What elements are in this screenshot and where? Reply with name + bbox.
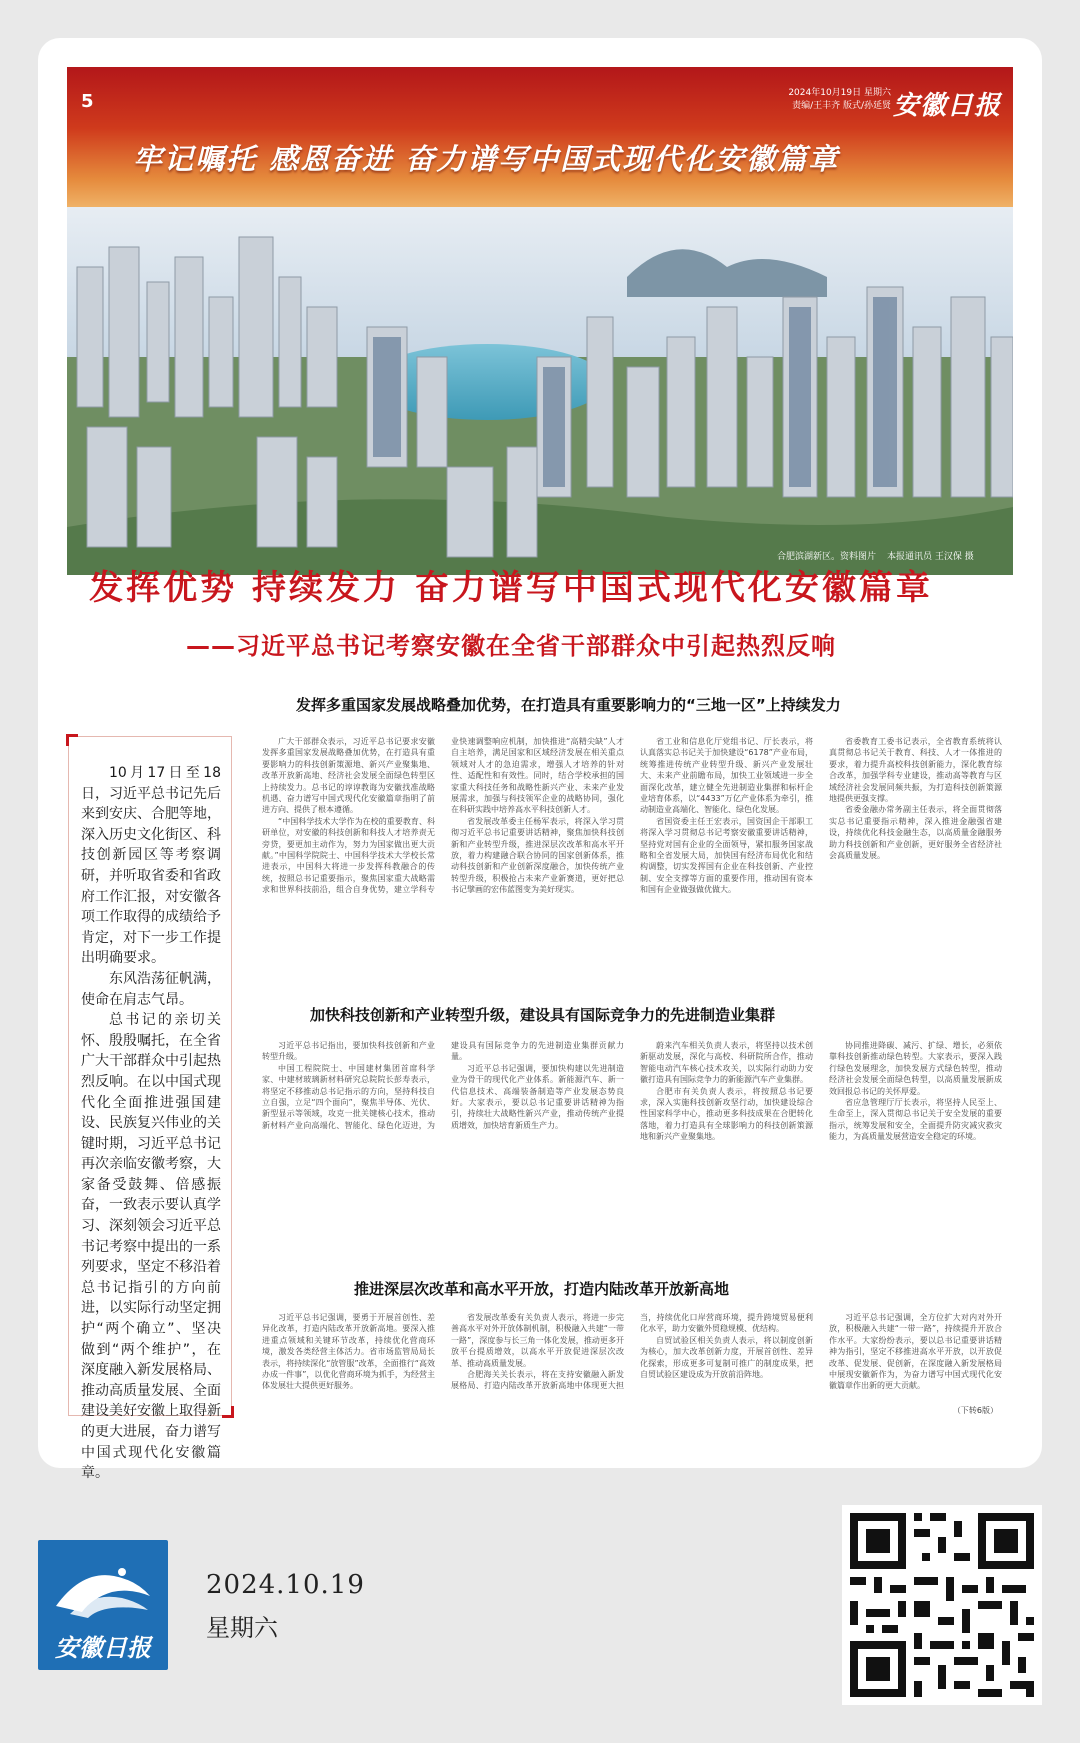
anhui-daily-logo[interactable] [38, 1540, 168, 1670]
body-paragraph: 省发展改革委有关负责人表示，将进一步完善高水平对外开放体制机制，积极融入共建“一带一路”，深度参与长三角一体化发展，推动更多开放平台提质增效，以高水平开放促进深层次改革、推动高质量发展。 [451, 1313, 624, 1368]
corner-ornament [222, 1406, 234, 1418]
body-paragraph: 省委金融办常务副主任表示，将全面贯彻落实总书记重要指示精神，深入推进金融强省建设，持续优化科技金融生态，以高质量金融服务助力科技创新和产业创新，更好服务全省经济社会高质量发展。 [829, 805, 1002, 861]
logo-name: 安徽日报 [55, 1633, 151, 1662]
body-paragraph: 省应急管理厅厅长表示，将坚持人民至上、生命至上，深入贯彻总书记关于安全发展的重要指示，统筹发展和安全，全面提升防灾减灾救灾能力，为高质量发展营造安全稳定的环境。 [829, 1098, 1002, 1142]
header-banner: 牢记嘱托 感恩奋进 奋力谱写中国式现代化安徽篇章 [133, 142, 840, 176]
body-paragraph: 习近平总书记强调，要加快构建以先进制造业为骨干的现代化产业体系。新能源汽车、新一代信息技术、高端装备制造等产业发展态势良好。大家表示，要以总书记重要讲话精神为指引，持续壮大战略性新兴产业，推动传统产业提质增效，加快培育新质生产力。 [451, 1063, 624, 1130]
page-number: 5 [81, 91, 94, 112]
body-paragraph: 习近平总书记强调，全方位扩大对内对外开放，积极融入共建“一带一路”，持续提升开放合作水平。大家纷纷表示，要以总书记重要讲话精神为指引，坚定不移推进高水平开放，以开放促改革、促发展、促创新，在深度融入新发展格局中展现安徽新作为，为奋力谱写中国式现代化安徽篇章作出新的更大贡献。 [829, 1313, 1002, 1391]
sidebar-paragraph: 东风浩荡征帆满，使命在肩志气昂。 [81, 970, 221, 1008]
body-paragraph: 省委教育工委书记表示，全省教育系统将认真贯彻总书记关于教育、科技、人才一体推进的要求，着力提升高校科技创新能力，深化教育综合改革，加强学科专业建设，推动高等教育与区域经济社会发展同频共振，为打造科技创新策源地提供更强支撑。 [829, 737, 1002, 804]
masthead-logo: 安徽日报 [892, 91, 1001, 121]
sidebar-paragraph: 10月17日至18日，习近平总书记先后来到安庆、合肥等地，深入历史文化街区、科技创新园区等考察调研，并听取省委和省政府工作汇报，对安徽各项工作取得的成绩给予肯定，对下一步工作提出明确要求。 [81, 765, 221, 967]
body-paragraph: 合肥海关关长表示，将在支持安徽融入新发展格局、打造内陆改革开放新高地中体现更大担当，持续优化口岸营商环境，提升跨境贸易便利化水平，助力安徽外贸稳规模、优结构。 [451, 1313, 813, 1391]
body-paragraph: 自贸试验区相关负责人表示，将以制度创新为核心，加大改革创新力度，开展首创性、差异化探索，形成更多可复制可推广的制度成果，把自贸试验区建设成为开放前沿阵地。 [640, 1335, 813, 1380]
body-paragraph: 广大干部群众表示，习近平总书记要求安徽发挥多重国家发展战略叠加优势，在打造具有重要影响力的科技创新策源地、新兴产业聚集地、改革开放新高地、经济社会发展全面绿色转型区上持续发力。总书记的谆谆教诲为安徽找准战略机遇、奋力谱写中国式现代化安徽篇章指明了前进方向、提供了根本遵循。 [262, 737, 435, 815]
photo-caption: 合肥滨湖新区。资料图片 [777, 552, 877, 562]
body-paragraph: 习近平总书记指出，要加快科技创新和产业转型升级。 [262, 1041, 435, 1062]
body-paragraph: 蔚来汽车相关负责人表示，将坚持以技术创新驱动发展，深化与高校、科研院所合作，推动智能电动汽车核心技术攻关，以实际行动助力安徽打造具有国际竞争力的新能源汽车产业集群。 [640, 1041, 813, 1085]
body-paragraph: 省国资委主任王宏表示，国资国企干部职工将深入学习贯彻总书记考察安徽重要讲话精神，坚持党对国有企业的全面领导，紧扣服务国家战略和全省发展大局，加快国有经济布局优化和结构调整，切实发挥国有企业在科技创新、产业控制、安全支撑等方面的重要作用，推动国有资本和国有企业做强做优做大。 [640, 816, 813, 895]
body-block-3 [262, 1312, 1002, 1400]
article-subtitle: ——习近平总书记考察安徽在全省干部群众中引起热烈反响 [186, 632, 836, 660]
intro-sidebar [68, 736, 232, 1482]
body-paragraph: 合肥市有关负责人表示，将按照总书记要求，深入实施科技创新攻坚行动，加快建设综合性国家科学中心，推动更多科技成果在合肥转化落地，着力打造具有全球影响力的科技创新策源地和新兴产业聚集地。 [640, 1086, 813, 1142]
page-header [67, 67, 1013, 575]
body-paragraph: 协同推进降碳、减污、扩绿、增长，必须依靠科技创新推动绿色转型。大家表示，要深入践行绿色发展理念，加快发展方式绿色转型，推动经济社会发展全面绿色转型，以高质量发展新成效回报总书记的关怀厚爱。 [829, 1041, 1002, 1096]
issue-date: 2024.10.19 [206, 1570, 365, 1600]
continued-note: （下转6版） [952, 1406, 998, 1415]
sidebar-paragraph: 总书记的亲切关怀、殷殷嘱托，在全省广大干部群众中引起热烈反响。在以中国式现代化全面推进强国建设、民族复兴伟业的关键时期，习近平总书记再次亲临安徽考察，大家备受鼓舞、倍感振奋，一致表示要认真学习、深刻领会习近平总书记考察中提出的一系列要求，坚定不移沿着总书记指引的方向前进，以实际行动坚定拥护“两个确立”、坚决做到“两个维护”，在深度融入新发展格局、推动高质量发展、全面建设美好安徽上取得新的更大进展，奋力谱写中国式现代化安徽篇章。 [81, 1012, 221, 1482]
body-paragraph: 省工业和信息化厅党组书记、厅长表示，将认真落实总书记关于加快建设“6178”产业布局，统筹推进传统产业转型升级、新兴产业发展壮大、未来产业前瞻布局，加快工业领域进一步全面深化改革，建立健全先进制造业集群和标杆企业培育体系，以“4433”万亿产业体系为牵引，推动制造业高端化、智能化、绿色化发展。 [640, 737, 813, 815]
edition-meta [788, 87, 891, 113]
section-heading-1: 发挥多重国家发展战略叠加优势，在打造具有重要影响力的“三地一区”上持续发力 [296, 696, 841, 714]
section-heading-2: 加快科技创新和产业转型升级，建设具有国际竞争力的先进制造业集群 [310, 1006, 776, 1024]
body-block-2 [262, 1040, 1002, 1250]
body-block-1 [262, 736, 1002, 984]
sidebar-text [81, 763, 221, 1484]
body-paragraph: “中国科学技术大学作为在校的重要教育、科研单位，对安徽的科技创新和科技人才培养责无旁贷，要更加主动作为，努力为国家做出更大贡献。”中国科学院院士、中国科学技术大学校长常进表示，中国科大将进一步发挥科教融合的传统，按照总书记重要指示，聚焦国家重大战略需求和世界科技前沿，组合自身优势，建立学科专业快速调整响应机制，加快推进“高精尖缺”人才自主培养，满足国家和区域经济发展在相关重点领域对人才的急迫需求，增强人才培养的针对性、适配性和有效性。同时，结合学校承担的国家重大科技任务和战略性新兴产业、未来产业发展需求，加强与科技领军企业的战略协同，强化在科研实践中培养高水平科技创新人才。 [262, 737, 624, 895]
wave-logo-icon [52, 1562, 154, 1618]
photo-credit: 本报通讯员 王汉保 摄 [887, 552, 974, 562]
body-paragraph: 习近平总书记强调，要勇于开展首创性、差异化改革，打造内陆改革开放新高地。要深入推进重点领域和关键环节改革，持续优化营商环境，激发各类经营主体活力。省市场监管局局长表示，将持续深化“放管服”改革，全面推行“高效办成一件事”，以优化营商环境为抓手，为经营主体发展壮大提供更好服务。 [262, 1313, 435, 1391]
article-title: 发挥优势 持续发力 奋力谱写中国式现代化安徽篇章 [89, 568, 933, 608]
date-line: 2024年10月19日 星期六 [788, 88, 891, 98]
issue-weekday: 星期六 [206, 1614, 278, 1642]
corner-ornament [66, 734, 78, 746]
city-photo[interactable] [67, 207, 1013, 575]
editor-line: 责编/王丰齐 版式/孙延贤 [792, 101, 891, 111]
body-paragraph: 中国工程院院士、中国建材集团首席科学家、中建材玻璃新材料研究总院院长彭寿表示，将坚定不移推动总书记指示的方向，坚持科技自立自强，立足“四个面向”，聚焦半导体、光伏、新型显示等领域，攻克一批关键核心技术，推动新材料产业向高端化、智能化、绿色化迈进，为建设具有国际竞争力的先进制造业集群贡献力量。 [262, 1041, 624, 1130]
qr-code-icon[interactable] [842, 1505, 1042, 1705]
section-heading-3: 推进深层次改革和高水平开放，打造内陆改革开放新高地 [354, 1280, 730, 1298]
body-paragraph: 省发展改革委主任杨军表示，将深入学习贯彻习近平总书记重要讲话精神，聚焦加快科技创新和产业转型升级，推进深层次改革和高水平开放，着力构建融合联合协同的国家创新体系，推动科技创新和产业创新深度融合，加快传统产业转型升级，积极抢占未来产业新赛道，更好把总书记擘画的宏伟蓝图变为美好现实。 [451, 816, 624, 895]
